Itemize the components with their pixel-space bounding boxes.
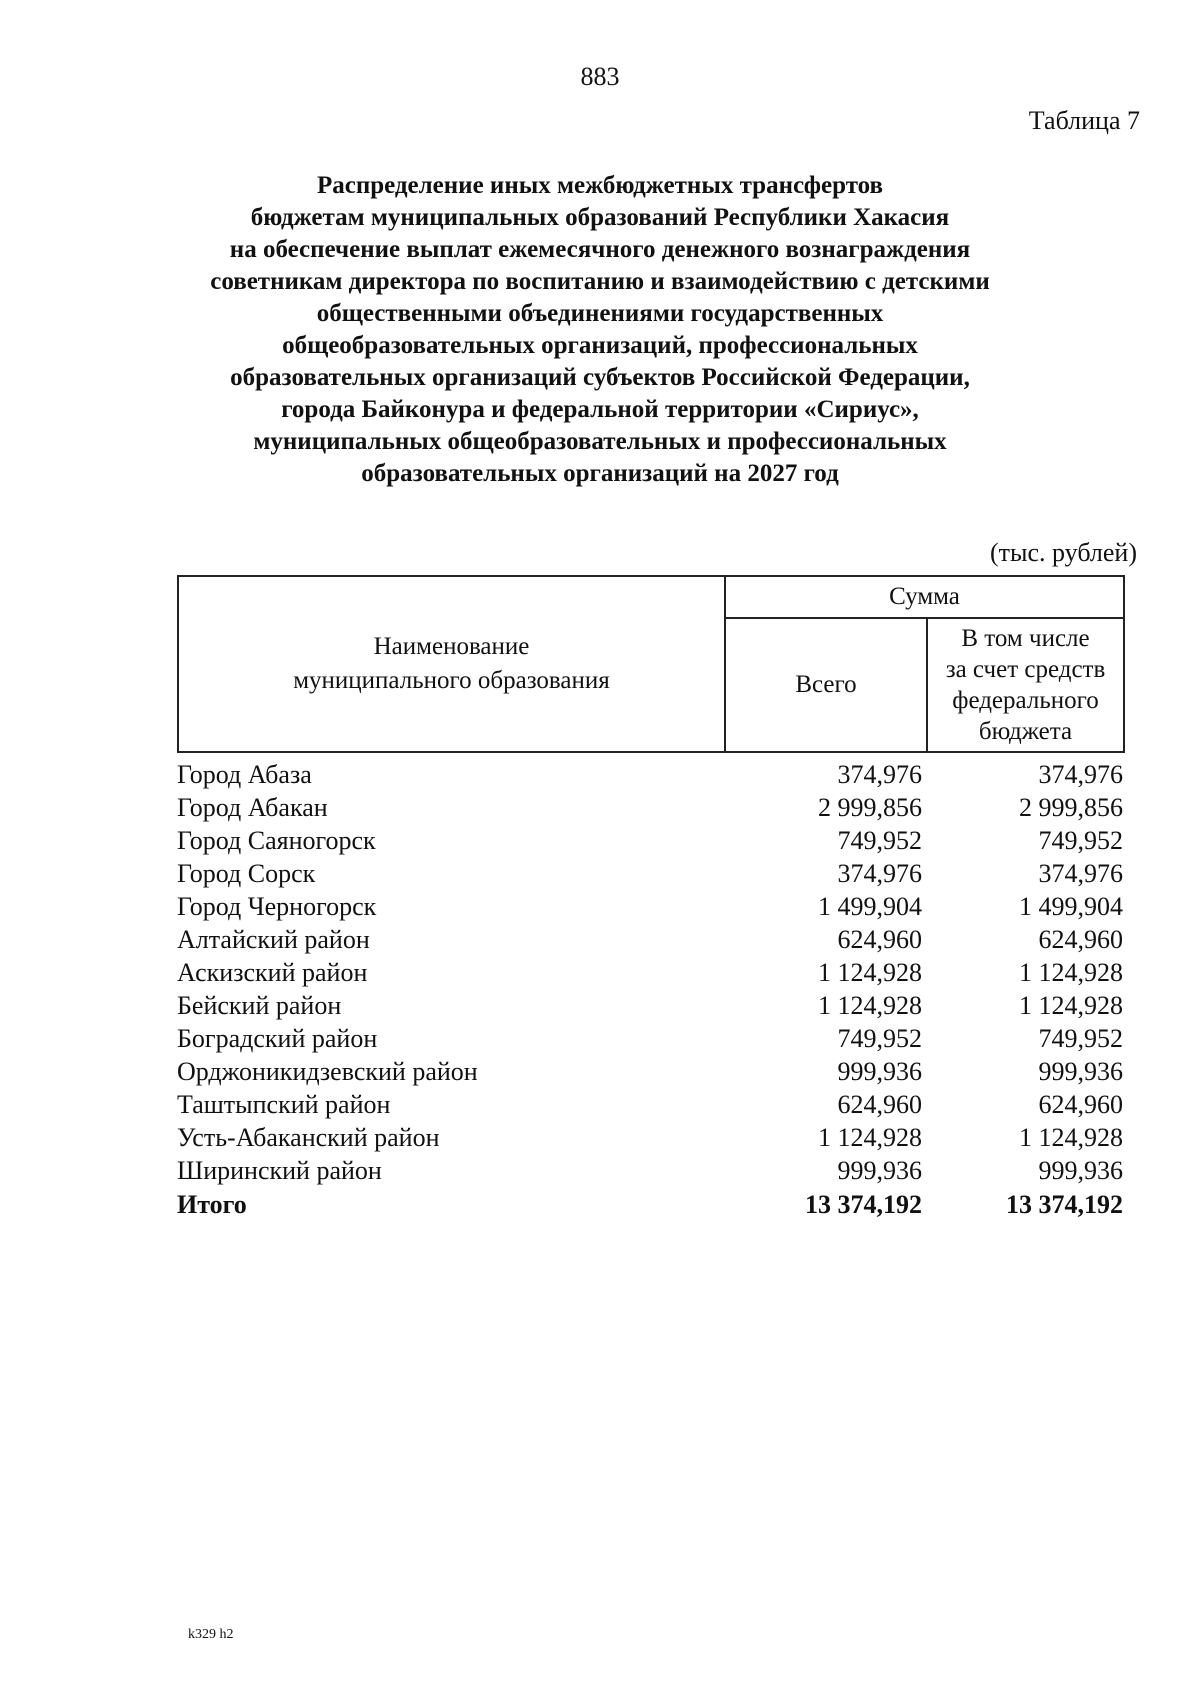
header-federal-line: федерального: [952, 687, 1099, 714]
header-federal-line: за счет средств: [945, 656, 1106, 683]
row-total: 374,976: [837, 859, 922, 888]
header-name-cell: [178, 576, 725, 752]
row-name: Аскизский район: [177, 958, 368, 987]
table-row: [177, 824, 1125, 857]
row-total: 374,976: [837, 760, 922, 789]
units-label: (тыс. рублей): [989, 538, 1137, 567]
row-total: 1 124,928: [818, 958, 922, 987]
table-row: [177, 923, 1125, 956]
table-row: [177, 1022, 1125, 1055]
row-name: Город Сорск: [177, 859, 316, 888]
title-line: бюджетам муниципальных образований Республики Хакасия: [250, 204, 950, 231]
row-total: 624,960: [837, 1090, 922, 1119]
header-federal-cell: [927, 618, 1124, 752]
document-title: [150, 170, 1050, 490]
title-line: Распределение иных межбюджетных трансфертов: [316, 172, 884, 199]
title-line: образовательных организаций на 2027 год: [361, 460, 839, 487]
table-row: [177, 890, 1125, 923]
row-name: Усть-Абаканский район: [177, 1123, 440, 1152]
table-row: [177, 857, 1125, 890]
row-name: Город Саяногорск: [177, 826, 376, 855]
row-total: 749,952: [837, 1024, 922, 1053]
header-name-line: муниципального образования: [293, 667, 610, 694]
page-number: 883: [580, 62, 620, 91]
title-line: образовательных организаций субъектов Российской Федерации,: [230, 364, 970, 391]
row-total: 2 999,856: [818, 793, 922, 822]
row-total: 749,952: [837, 826, 922, 855]
row-federal: 999,936: [1038, 1156, 1123, 1185]
table-row: [177, 1121, 1125, 1154]
total-name: Итого: [177, 1190, 247, 1219]
row-name: Бейский район: [177, 991, 342, 1020]
row-federal: 2 999,856: [1019, 793, 1123, 822]
title-line: муниципальных общеобразовательных и профессиональных: [253, 428, 947, 455]
header-total-cell: Всего: [725, 618, 927, 752]
row-name: Таштыпский район: [177, 1090, 391, 1119]
row-federal: 1 124,928: [1019, 991, 1123, 1020]
title-line: общеобразовательных организаций, профессиональных: [282, 332, 918, 359]
row-total: 1 499,904: [818, 892, 922, 921]
row-total: 1 124,928: [818, 991, 922, 1020]
row-name: Боградский район: [177, 1024, 378, 1053]
header-sum-cell: Сумма: [725, 576, 1124, 618]
title-line: советникам директора по воспитанию и взаимодействию с детскими: [210, 268, 990, 295]
row-federal: 749,952: [1038, 1024, 1123, 1053]
table-row: [177, 1154, 1125, 1187]
row-name: Алтайский район: [177, 925, 370, 954]
row-federal: 1 124,928: [1019, 1123, 1123, 1152]
row-federal: 1 499,904: [1019, 892, 1123, 921]
table-header: [177, 575, 1125, 753]
title-line: города Байконура и федеральной территории «Сириус»,: [281, 396, 919, 423]
row-total: 999,936: [837, 1057, 922, 1086]
row-name: Город Абакан: [177, 793, 328, 822]
row-federal: 624,960: [1038, 925, 1123, 954]
row-federal: 374,976: [1038, 859, 1123, 888]
table-label: Таблица 7: [1028, 106, 1140, 135]
table-row: [177, 758, 1125, 791]
row-name: Орджоникидзевский район: [177, 1057, 478, 1086]
table-row: [177, 1055, 1125, 1088]
table-row: [177, 956, 1125, 989]
row-federal: 374,976: [1038, 760, 1123, 789]
row-total: 624,960: [837, 925, 922, 954]
header-name-line: Наименование: [373, 633, 530, 660]
row-name: Город Абаза: [177, 760, 312, 789]
footer-code: k329 h2: [188, 1627, 234, 1642]
row-federal: 999,936: [1038, 1057, 1123, 1086]
table-row: [177, 989, 1125, 1022]
total-total: 13 374,192: [805, 1190, 922, 1219]
row-name: Ширинский район: [177, 1156, 382, 1185]
row-federal: 624,960: [1038, 1090, 1123, 1119]
header-federal-line: В том числе: [961, 625, 1090, 652]
title-line: общественными объединениями государственных: [316, 300, 884, 327]
header-federal-line: бюджета: [978, 718, 1073, 745]
row-total: 1 124,928: [818, 1123, 922, 1152]
table-row: [177, 1088, 1125, 1121]
row-federal: 1 124,928: [1019, 958, 1123, 987]
title-line: на обеспечение выплат ежемесячного денежного вознаграждения: [229, 236, 971, 263]
total-row: [177, 1187, 1125, 1223]
table-body: [177, 758, 1125, 1223]
row-total: 999,936: [837, 1156, 922, 1185]
row-federal: 749,952: [1038, 826, 1123, 855]
total-federal: 13 374,192: [1006, 1190, 1123, 1219]
row-name: Город Черногорск: [177, 892, 377, 921]
table-row: [177, 791, 1125, 824]
